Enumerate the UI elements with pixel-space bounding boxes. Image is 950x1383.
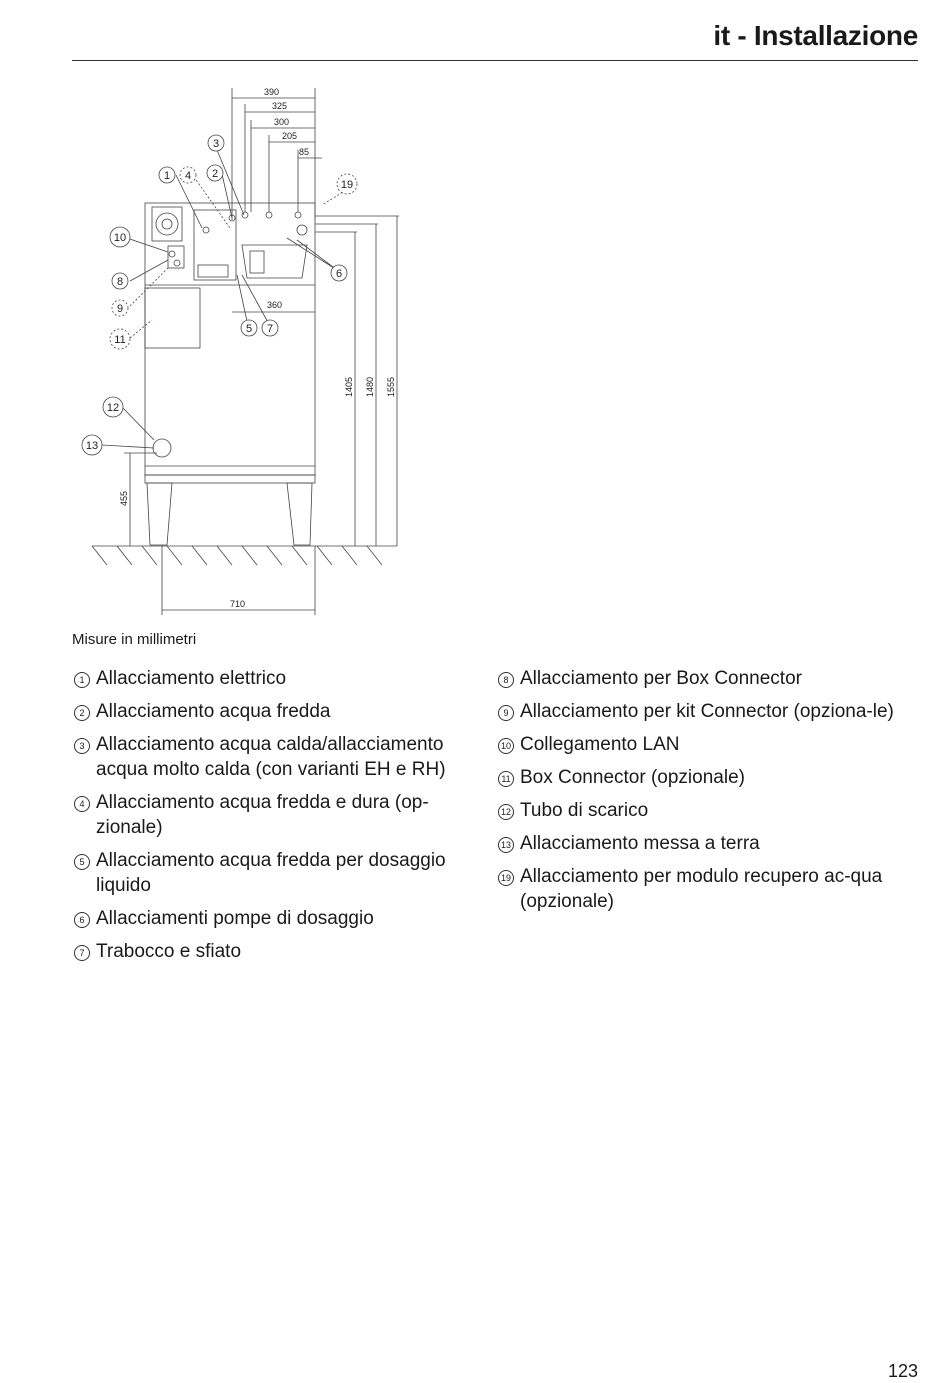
legend-number: 4: [74, 796, 90, 812]
callout-4: 4: [184, 170, 192, 182]
legend-number: 13: [498, 837, 514, 853]
legend-text: Allacciamento per Box Connector: [520, 668, 802, 689]
callout-9: 9: [116, 303, 124, 315]
legend-item: [496, 699, 920, 724]
legend-text: Allacciamento acqua fredda per dosaggio liquido: [96, 850, 446, 896]
legend-number: 2: [74, 705, 90, 721]
installation-dimension-drawing: [72, 80, 432, 620]
legend-item: [496, 798, 920, 823]
legend-item: [496, 831, 920, 856]
dim-360: 360: [267, 300, 283, 310]
page-number: 123: [887, 1361, 918, 1381]
legend-number: 12: [498, 804, 514, 820]
legend-item: [72, 906, 488, 931]
legend-number: 7: [74, 945, 90, 961]
legend-left-column: [72, 666, 488, 972]
dim-300: 300: [274, 117, 290, 127]
legend-item: [496, 666, 920, 691]
callout-13: 13: [85, 440, 99, 452]
callout-5: 5: [245, 323, 253, 335]
legend-text: Allacciamento acqua fredda e dura (op-zionale): [96, 792, 429, 838]
legend-number: 11: [498, 771, 514, 787]
legend-item: [72, 666, 488, 691]
legend-text: Allacciamento acqua calda/allacciamento acqua molto calda (con varianti EH e RH): [96, 734, 446, 780]
legend-text: Trabocco e sfiato: [96, 941, 242, 962]
legend-text: Tubo di scarico: [520, 800, 649, 821]
legend-number: 3: [74, 738, 90, 754]
callout-6: 6: [335, 268, 343, 280]
callout-2: 2: [211, 168, 219, 180]
legend-text: Allacciamento per modulo recupero ac-qua (opzionale): [520, 866, 883, 912]
legend-text: Allacciamento elettrico: [96, 668, 287, 689]
callout-8: 8: [116, 276, 124, 288]
legend-text: Allacciamenti pompe di dosaggio: [96, 908, 374, 929]
dim-390: 390: [264, 87, 280, 97]
floor-hatch: [92, 546, 382, 565]
legend-right-column: [496, 666, 920, 922]
legend-number: 1: [74, 672, 90, 688]
callout-10: 10: [113, 232, 127, 244]
page-header-title: it - Installazione: [713, 20, 918, 51]
callout-11: 11: [114, 334, 126, 346]
dim-455: 455: [119, 490, 129, 506]
dim-710: 710: [230, 599, 246, 609]
legend-number: 10: [498, 738, 514, 754]
legend-text: Allacciamento per kit Connector (opziona-le): [520, 701, 894, 722]
appliance-body-outline: [145, 203, 315, 475]
legend-item: [72, 939, 488, 964]
dim-1480: 1480: [365, 376, 375, 397]
legend-item: [496, 765, 920, 790]
dim-325: 325: [272, 101, 288, 111]
legend-item: [72, 699, 488, 724]
drawing-caption: Misure in millimetri: [72, 631, 197, 648]
legend-item: [72, 732, 488, 782]
legend-number: 6: [74, 912, 90, 928]
callout-12: 12: [106, 402, 120, 414]
legend-item: [496, 864, 920, 914]
dim-1555: 1555: [386, 376, 396, 397]
header-divider: [72, 60, 918, 61]
legend-number: 8: [498, 672, 514, 688]
legend-number: 9: [498, 705, 514, 721]
legend-item: [496, 732, 920, 757]
legend-text: Collegamento LAN: [520, 734, 680, 755]
legend-text: Allacciamento messa a terra: [520, 833, 760, 854]
legend-text: Box Connector (opzionale): [520, 767, 745, 788]
legend-text: Allacciamento acqua fredda: [96, 701, 331, 722]
callout-19: 19: [340, 179, 354, 191]
callout-7: 7: [266, 323, 274, 335]
dim-85: 85: [299, 147, 310, 157]
dim-1405: 1405: [344, 376, 354, 397]
dim-205: 205: [282, 131, 298, 141]
legend-item: [72, 848, 488, 898]
legend-number: 19: [498, 870, 514, 886]
legend-item: [72, 790, 488, 840]
callout-3: 3: [212, 138, 220, 150]
legend-number: 5: [74, 854, 90, 870]
callout-1: 1: [163, 170, 171, 182]
